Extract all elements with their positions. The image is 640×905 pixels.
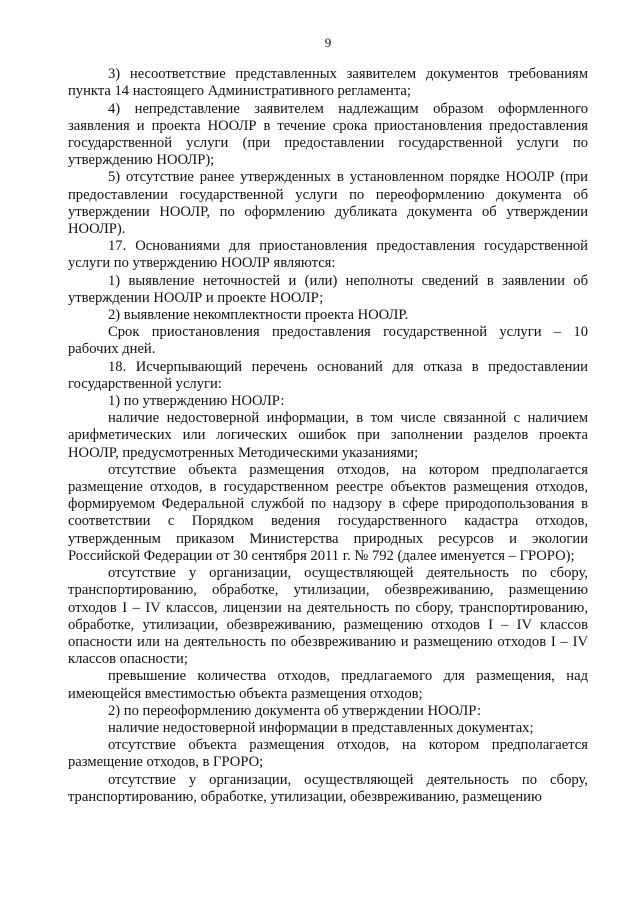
paragraph-item-4: 4) непредставление заявителем надлежащим образом оформленного заявления и проекта НООЛР в течение срока приостановления предоставления государственной услуги (при предоставлении государственной услуги по утверждению НООЛР); xyxy=(68,100,588,169)
paragraph-section-17: 17. Основаниями для приостановления предоставления государственной услуги по утверждению НООЛР являются: xyxy=(68,238,588,272)
paragraph-item-3: 3) несоответствие представленных заявителем документов требованиям пункта 14 настоящего Административного регламента; xyxy=(68,66,588,100)
paragraph-item-5: 5) отсутствие ранее утвержденных в установленном порядке НООЛР (при предоставлении государственной услуги по переоформлению документа об утверждении НООЛР, по оформлению дубликата документа об утверждении НООЛР). xyxy=(68,169,588,238)
paragraph-false-info: наличие недостоверной информации, в том числе связанной с наличием арифметических или логических ошибок при заполнении разделов проекта НООЛР, предусмотренных Методическими указаниями; xyxy=(68,410,588,461)
paragraph-no-facility-groro: отсутствие объекта размещения отходов, на котором предполагается размещение отходов, в ГРОРО; xyxy=(68,737,588,771)
paragraph-suspension-period: Срок приостановления предоставления государственной услуги – 10 рабочих дней. xyxy=(68,324,588,358)
paragraph-section-18: 18. Исчерпывающий перечень оснований для отказа в предоставлении государственной услуги: xyxy=(68,358,588,392)
paragraph-18-item-2: 2) по переоформлению документа об утверждении НООЛР: xyxy=(108,702,482,719)
paragraph-no-license-continued: отсутствие у организации, осуществляющей деятельность по сбору, транспортированию, обработке, утилизации, обезвреживанию, размещению xyxy=(68,771,588,805)
paragraph-18-item-1: 1) по утверждению НООЛР: xyxy=(108,393,285,410)
paragraph-17-item-1: 1) выявление неточностей и (или) неполноты сведений в заявлении об утверждении НООЛР и проекте НООЛР; xyxy=(68,272,588,306)
paragraph-17-item-2: 2) выявление некомплектности проекта НООЛР. xyxy=(108,307,409,324)
paragraph-no-license: отсутствие у организации, осуществляющей деятельность по сбору, транспортированию, обработке, утилизации, обезвреживанию, размещению отходов I – IV классов, лицензии на деятельность по сбору, транспортированию, обработке, утилизации, обезвреживанию, размещению отходов I – IV классов опасности или на деятельность по обезвреживанию и размещению отходов I – IV классов опасности; xyxy=(68,565,588,668)
paragraph-capacity-exceeded: превышение количества отходов, предлагаемого для размещения, над имеющейся вместимостью объекта размещения отходов; xyxy=(68,668,588,702)
paragraph-false-info-docs: наличие недостоверной информации в представленных документах; xyxy=(108,719,534,736)
page-number: 9 xyxy=(324,35,332,50)
paragraph-no-waste-facility: отсутствие объекта размещения отходов, на котором предполагается размещение отходов, в государственном реестре объектов размещения отходов, формируемом Федеральной службой по надзору в сфере природопользования в соответствии с Порядком ведения государственного кадастра отходов, утвержденным приказом Министерства природных ресурсов и экологии Российской Федерации от 30 сентября 2011 г. № 792 (далее именуется – ГРОРО); xyxy=(68,461,588,564)
